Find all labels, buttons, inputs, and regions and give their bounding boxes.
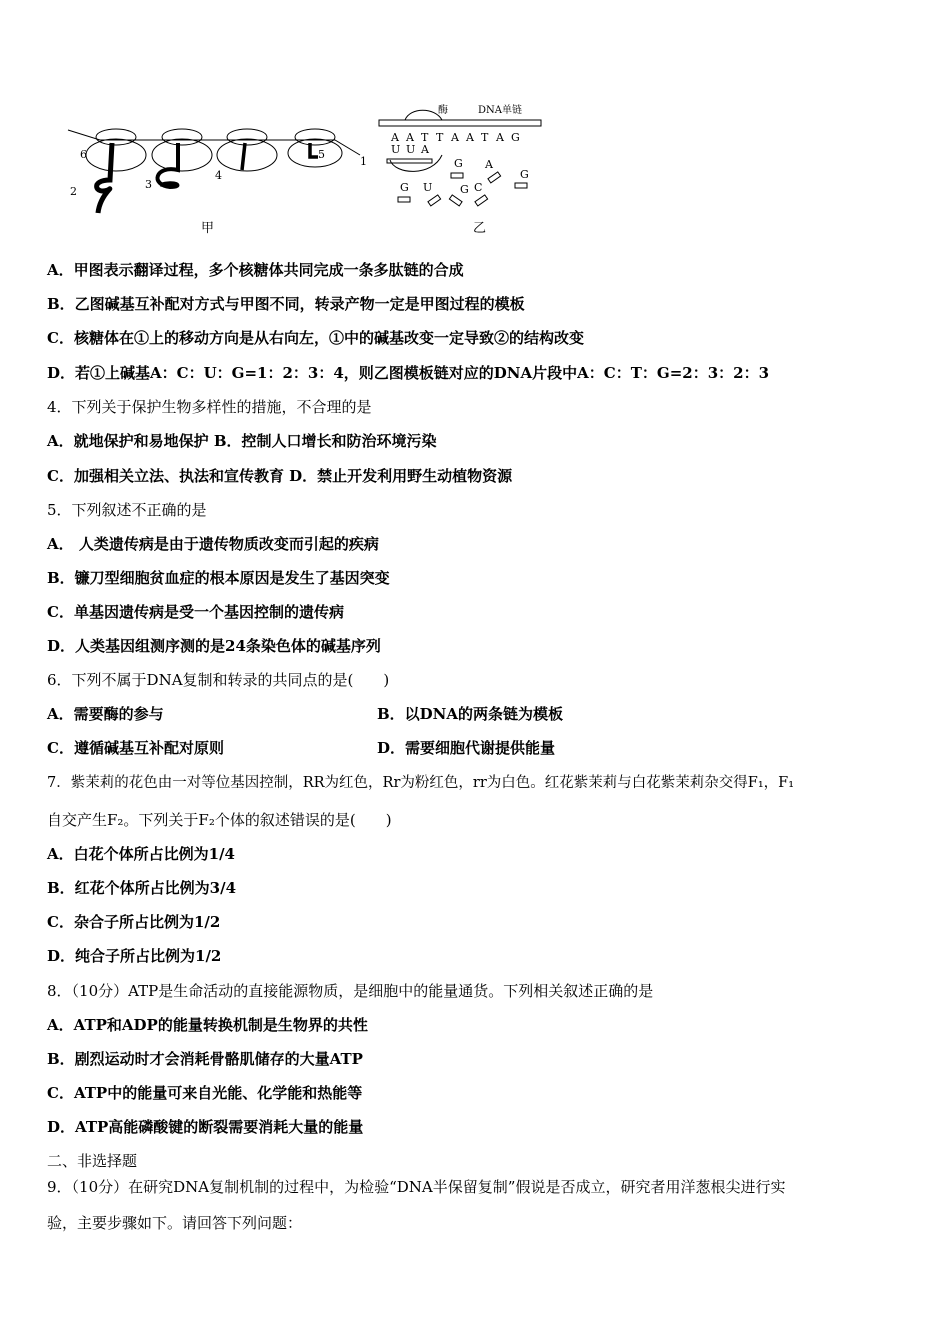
q8-option-c: C．ATP中的能量可来自光能、化学能和热能等 [47,1084,363,1102]
q5-option-b: B．镰刀型细胞贫血症的根本原因是发生了基因突变 [47,569,390,587]
polypeptide [242,143,245,170]
nucleotide: C [474,181,483,194]
q5-option-d: D．人类基因组测序测的是24条染色体的碱基序列 [47,637,381,655]
q3-option-a: A．甲图表示翻译过程，多个核糖体共同完成一条多肽链的合成 [47,261,464,279]
ribosome [86,129,146,171]
q8-stem: 8．（10分）ATP是生命活动的直接能源物质，是细胞中的能量通货。下列相关叙述正确的是 [47,982,654,1000]
q7-option-c: C．杂合子所占比例为1/2 [47,913,221,931]
polypeptide [97,143,112,213]
ribosome [217,129,277,171]
dna-base: A [496,131,504,144]
dna-base: T [481,131,489,144]
q5-option-c: C．单基因遗传病是受一个基因控制的遗传病 [47,603,344,621]
q7-stem-line2: 自交产生F₂。下列关于F₂个体的叙述错误的是( ) [47,811,392,829]
q5-option-a: A． 人类遗传病是由于遗传物质改变而引起的疾病 [47,535,379,553]
rna-base: U [406,143,416,156]
q6-option-c: C．遵循碱基互补配对原则 [47,739,224,757]
dna-base: T [436,131,444,144]
enzyme-label: 酶 [438,105,448,116]
q3-option-c: C．核糖体在①上的移动方向是从右向左，①中的碱基改变一定导致②的结构改变 [47,329,584,347]
q6-stem: 6．下列不属于DNA复制和转录的共同点的是( ) [47,671,390,689]
q5-stem: 5．下列叙述不正确的是 [47,501,207,519]
q6-option-d: D．需要细胞代谢提供能量 [377,739,556,757]
polypeptide [158,143,178,187]
dna-base: A [391,131,399,144]
q7-option-a: A．白花个体所占比例为1/4 [47,845,235,863]
rna-base: U [391,143,401,156]
ribosome [152,129,212,171]
nucleotide: U [423,181,433,194]
nucleotide: A [485,158,493,171]
ribosome [288,129,342,167]
q9-stem-line1: 9．（10分）在研究DNA复制机制的过程中，为检验“DNA半保留复制”假说是否成立，研究者用洋葱根尖进行实 [47,1178,786,1196]
q8-option-b: B．剧烈运动时才会消耗骨骼肌储存的大量ATP [47,1050,363,1068]
nucleotide: G [520,168,529,181]
nucleotide: G [454,157,463,170]
label-1: 1 [360,155,367,168]
q4-options-ab: A．就地保护和易地保护 B．控制人口增长和防治环境污染 [47,432,437,450]
label-4: 4 [215,169,222,182]
dna-base: T [421,131,429,144]
label-2: 2 [70,185,77,198]
figure-yi [379,103,541,236]
q8-option-a: A．ATP和ADP的能量转换机制是生物界的共性 [47,1016,368,1034]
translation-transcription-figure [60,95,550,240]
q9-stem-line2: 验，主要步骤如下。请回答下列问题： [47,1214,303,1232]
q4-options-cd: C．加强相关立法、执法和宣传教育 D．禁止开发利用野生动植物资源 [47,467,513,485]
dna-base: A [451,131,459,144]
q8-option-d: D．ATP高能磷酸键的断裂需要消耗大量的能量 [47,1118,364,1136]
nucleotide: G [460,183,469,196]
dna-base: G [511,131,520,144]
section-heading: 二、非选择题 [47,1152,138,1170]
q7-option-d: D．纯合子所占比例为1/2 [47,947,222,965]
label-5: 5 [318,148,325,161]
dna-base: A [466,131,474,144]
q7-option-b: B．红花个体所占比例为3/4 [47,879,237,897]
dna-base: A [406,131,414,144]
q6-option-a: A．需要酶的参与 [47,705,164,723]
q7-stem-line1: 7．紫茉莉的花色由一对等位基因控制，RR为红色，Rr为粉红色，rr为白色。红花紫茉莉与白花紫茉莉杂交得F₁，F₁ [47,775,795,791]
caption-yi: 乙 [473,221,487,236]
dna-strand-label: DNA单链 [478,105,522,116]
label-6: 6 [80,148,87,161]
q6-option-b: B．以DNA的两条链为模板 [377,705,564,723]
figure-jia [68,129,360,213]
q3-option-d: D．若①上碱基A：C：U：G=1：2：3：4，则乙图模板链对应的DNA片段中A：C：T：G=2：3：2：3 [47,364,770,382]
caption-jia: 甲 [201,221,215,236]
rna-base: A [421,143,429,156]
label-3: 3 [145,178,152,191]
q3-option-b: B．乙图碱基互补配对方式与甲图不同，转录产物一定是甲图过程的模板 [47,295,525,313]
q4-stem: 4．下列关于保护生物多样性的措施，不合理的是 [47,398,372,416]
nucleotide: G [400,181,409,194]
